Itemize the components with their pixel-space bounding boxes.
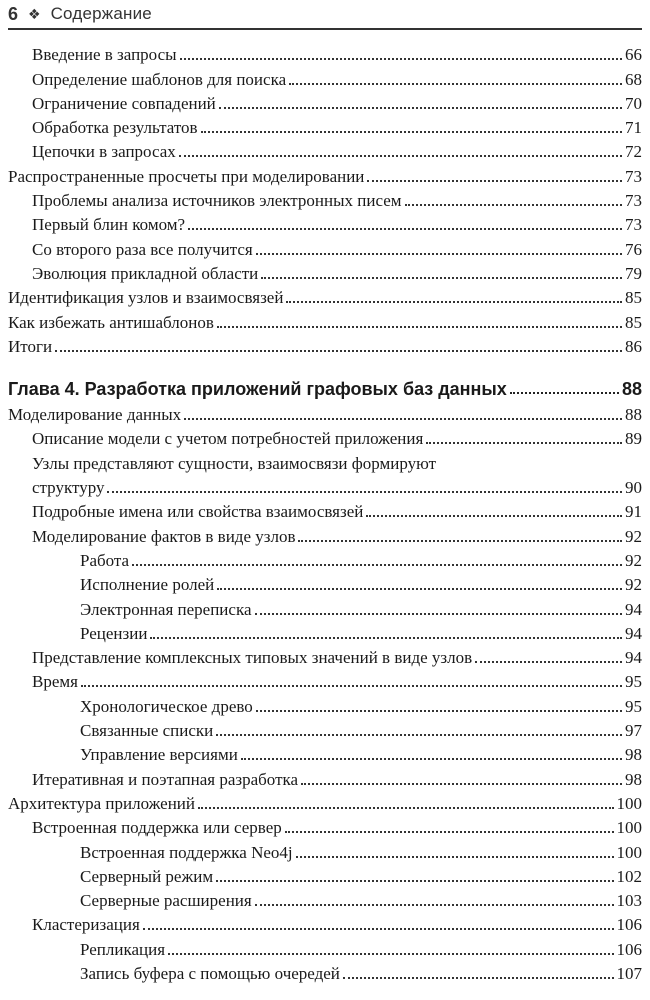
toc-entry: Введение в запросы 66 xyxy=(32,45,642,65)
toc-entry: Итеративная и поэтапная разработка 98 xyxy=(32,769,642,789)
toc-entry: Как избежать антишаблонов 85 xyxy=(8,312,642,332)
toc-entry: Цепочки в запросах 72 xyxy=(32,142,642,162)
toc-entry: Серверные расширения 103 xyxy=(80,891,642,911)
toc-entry: Кластеризация 106 xyxy=(32,915,642,935)
toc-entry: Архитектура приложений 100 xyxy=(8,793,642,813)
toc-entry: Управление версиями 98 xyxy=(80,745,642,765)
toc-entry: Подробные имена или свойства взаимосвязей 91 xyxy=(32,502,642,522)
page-number: 6 xyxy=(8,3,19,24)
toc-entry: Эволюция прикладной области 79 xyxy=(32,263,642,283)
page-header xyxy=(8,2,642,26)
toc-entry: Определение шаблонов для поиска 68 xyxy=(32,69,642,89)
diamond-ornament-icon: ❖ xyxy=(28,5,41,22)
toc-entry: Встроенная поддержка или сервер 100 xyxy=(32,818,642,838)
toc-entry: Хронологическое древо 95 xyxy=(80,696,642,716)
toc-entry: структуру 90 xyxy=(32,478,642,498)
header-rule xyxy=(8,28,642,30)
toc-entry: Электронная переписка 94 xyxy=(80,599,642,619)
toc-entry: Репликация 106 xyxy=(80,939,642,959)
toc-entry: Моделирование фактов в виде узлов 92 xyxy=(32,526,642,546)
toc-entry: Моделирование данных 88 xyxy=(8,405,642,425)
toc-entry: Со второго раза все получится 76 xyxy=(32,239,642,259)
toc-entry: Исполнение ролей 92 xyxy=(80,575,642,595)
toc-entry: Встроенная поддержка Neo4j 100 xyxy=(80,842,642,862)
toc-entry: Проблемы анализа источников электронных писем 73 xyxy=(32,191,642,211)
toc-entry: Идентификация узлов и взаимосвязей 85 xyxy=(8,288,642,308)
toc-entry: Время 95 xyxy=(32,672,642,692)
table-of-contents xyxy=(8,42,642,985)
toc-entry: Описание модели с учетом потребностей приложения 89 xyxy=(32,429,642,449)
toc-entry: Рецензии 94 xyxy=(80,623,642,643)
toc-entry-wrapped-line: Узлы представляют сущности, взаимосвязи формируют xyxy=(32,453,437,473)
toc-entry: Ограничение совпадений 70 xyxy=(32,93,642,113)
toc-entry: Связанные списки 97 xyxy=(80,721,642,741)
toc-entry: Запись буфера с помощью очередей 107 xyxy=(80,963,642,983)
toc-entry: Распространенные просчеты при моделировании 73 xyxy=(8,166,642,186)
toc-entry: Серверный режим 102 xyxy=(80,866,642,886)
toc-entry: Первый блин комом? 73 xyxy=(32,215,642,235)
toc-entry: Работа 92 xyxy=(80,550,642,570)
running-head-title: Содержание xyxy=(50,4,152,23)
toc-entry: Обработка результатов 71 xyxy=(32,118,642,138)
toc-entry: Итоги 86 xyxy=(8,336,642,356)
toc-entry: Представление комплексных типовых значений в виде узлов 94 xyxy=(32,648,642,668)
chapter-heading: Глава 4. Разработка приложений графовых баз данных 88 xyxy=(8,378,642,399)
